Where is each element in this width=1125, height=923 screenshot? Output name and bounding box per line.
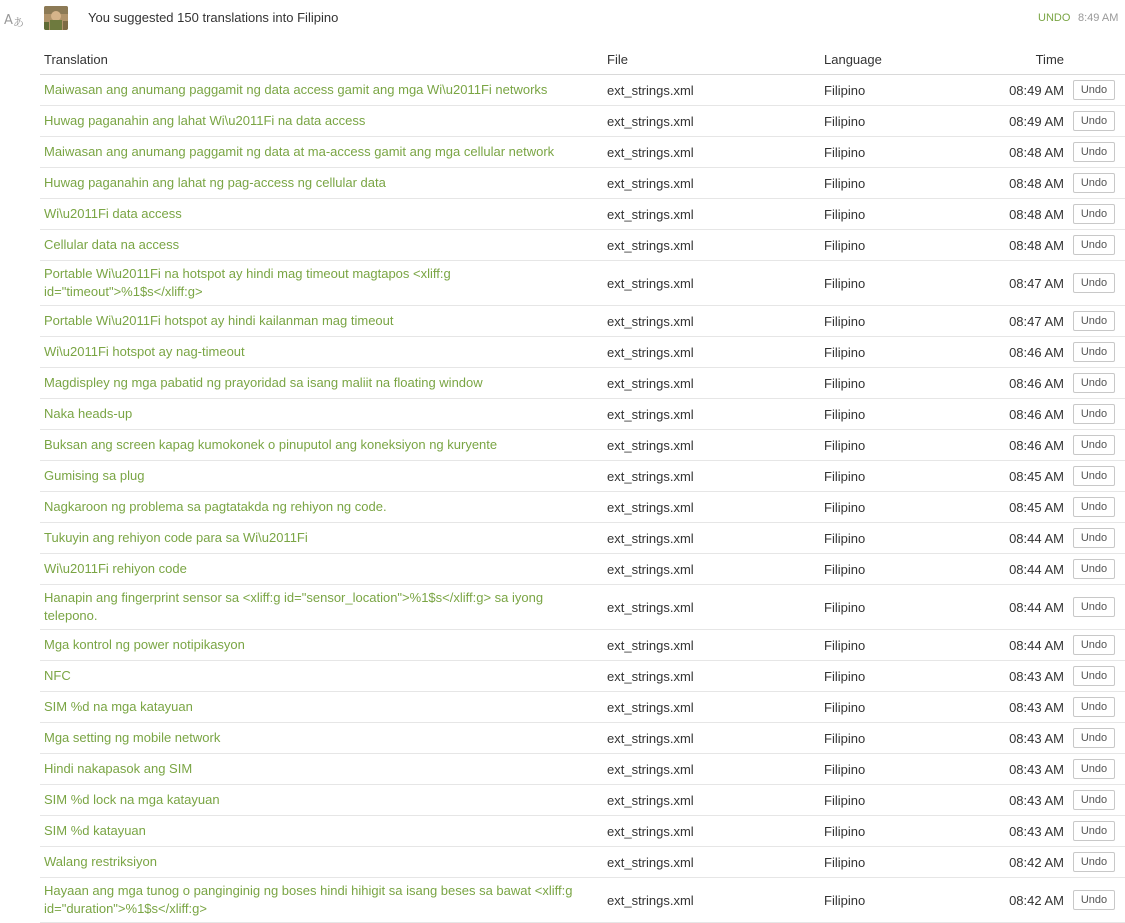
translation-text[interactable]: Maiwasan ang anumang paggamit ng data at ma-access gamit ang mga cellular network [40, 137, 603, 168]
language-name: Filipino [820, 523, 970, 554]
translation-text[interactable]: NFC [40, 661, 603, 692]
undo-button[interactable]: Undo [1073, 497, 1115, 517]
file-name: ext_strings.xml [603, 168, 820, 199]
table-row [40, 785, 1125, 816]
language-name: Filipino [820, 630, 970, 661]
language-name: Filipino [820, 261, 970, 306]
undo-button[interactable]: Undo [1073, 273, 1115, 293]
table-row [40, 754, 1125, 785]
undo-cell [1073, 306, 1125, 337]
file-name: ext_strings.xml [603, 630, 820, 661]
translation-text[interactable]: Magdispley ng mga pabatid ng prayoridad sa isang maliit na floating window [40, 368, 603, 399]
language-name: Filipino [820, 461, 970, 492]
language-name: Filipino [820, 168, 970, 199]
row-time: 08:49 AM [970, 75, 1073, 106]
table-row [40, 692, 1125, 723]
row-time: 08:47 AM [970, 261, 1073, 306]
undo-button[interactable]: Undo [1073, 142, 1115, 162]
undo-button[interactable]: Undo [1073, 311, 1115, 331]
translation-text[interactable]: Tukuyin ang rehiyon code para sa Wi\u2011Fi [40, 523, 603, 554]
table-row [40, 106, 1125, 137]
undo-cell [1073, 430, 1125, 461]
language-name: Filipino [820, 137, 970, 168]
translation-text[interactable]: Portable Wi\u2011Fi na hotspot ay hindi mag timeout magtapos <xliff:g id="timeout">%1$s</xliff:g> [40, 261, 603, 306]
table-row [40, 399, 1125, 430]
file-name: ext_strings.xml [603, 585, 820, 630]
undo-button[interactable]: Undo [1073, 435, 1115, 455]
language-name: Filipino [820, 585, 970, 630]
file-name: ext_strings.xml [603, 847, 820, 878]
file-name: ext_strings.xml [603, 368, 820, 399]
language-name: Filipino [820, 430, 970, 461]
translation-text[interactable]: Huwag paganahin ang lahat ng pag-access ng cellular data [40, 168, 603, 199]
file-name: ext_strings.xml [603, 523, 820, 554]
undo-cell [1073, 492, 1125, 523]
table-row [40, 337, 1125, 368]
undo-button[interactable]: Undo [1073, 373, 1115, 393]
language-name: Filipino [820, 75, 970, 106]
column-header-file: File [603, 45, 820, 75]
table-row [40, 168, 1125, 199]
undo-cell [1073, 585, 1125, 630]
undo-button[interactable]: Undo [1073, 697, 1115, 717]
file-name: ext_strings.xml [603, 306, 820, 337]
undo-cell [1073, 661, 1125, 692]
file-name: ext_strings.xml [603, 199, 820, 230]
undo-cell [1073, 878, 1125, 923]
row-time: 08:46 AM [970, 368, 1073, 399]
language-name: Filipino [820, 847, 970, 878]
row-time: 08:48 AM [970, 230, 1073, 261]
language-name: Filipino [820, 754, 970, 785]
column-header-time: Time [970, 45, 1073, 75]
row-time: 08:44 AM [970, 554, 1073, 585]
undo-button[interactable]: Undo [1073, 666, 1115, 686]
file-name: ext_strings.xml [603, 399, 820, 430]
translations-body [40, 75, 1125, 923]
undo-cell [1073, 847, 1125, 878]
row-time: 08:46 AM [970, 399, 1073, 430]
language-name: Filipino [820, 230, 970, 261]
file-name: ext_strings.xml [603, 492, 820, 523]
row-time: 08:43 AM [970, 785, 1073, 816]
file-name: ext_strings.xml [603, 661, 820, 692]
row-time: 08:43 AM [970, 816, 1073, 847]
file-name: ext_strings.xml [603, 816, 820, 847]
undo-cell [1073, 168, 1125, 199]
language-name: Filipino [820, 106, 970, 137]
row-time: 08:49 AM [970, 106, 1073, 137]
translation-text[interactable]: Portable Wi\u2011Fi hotspot ay hindi kailanman mag timeout [40, 306, 603, 337]
table-row [40, 306, 1125, 337]
column-header-translation: Translation [40, 45, 603, 75]
translation-text[interactable]: Walang restriksiyon [40, 847, 603, 878]
undo-cell [1073, 399, 1125, 430]
translation-text[interactable]: Hanapin ang fingerprint sensor sa <xliff:g id="sensor_location">%1$s</xliff:g> sa iyong telepono. [40, 585, 603, 630]
undo-button[interactable]: Undo [1073, 404, 1115, 424]
table-header-row [40, 45, 1125, 75]
activity-message: You suggested 150 translations into Filipino [88, 10, 339, 25]
language-name: Filipino [820, 492, 970, 523]
language-name: Filipino [820, 692, 970, 723]
table-row [40, 723, 1125, 754]
svg-text:A: A [4, 13, 13, 28]
row-time: 08:46 AM [970, 337, 1073, 368]
file-name: ext_strings.xml [603, 754, 820, 785]
undo-button[interactable]: Undo [1073, 821, 1115, 841]
undo-button[interactable]: Undo [1073, 790, 1115, 810]
translation-text[interactable]: SIM %d lock na mga katayuan [40, 785, 603, 816]
undo-cell [1073, 261, 1125, 306]
undo-button[interactable]: Undo [1073, 80, 1115, 100]
file-name: ext_strings.xml [603, 75, 820, 106]
translation-text[interactable]: Naka heads-up [40, 399, 603, 430]
language-name: Filipino [820, 399, 970, 430]
undo-cell [1073, 230, 1125, 261]
table-row [40, 847, 1125, 878]
row-time: 08:43 AM [970, 661, 1073, 692]
file-name: ext_strings.xml [603, 692, 820, 723]
table-row [40, 661, 1125, 692]
translation-text[interactable]: SIM %d katayuan [40, 816, 603, 847]
table-row [40, 137, 1125, 168]
file-name: ext_strings.xml [603, 461, 820, 492]
row-time: 08:44 AM [970, 585, 1073, 630]
translation-text[interactable]: Mga setting ng mobile network [40, 723, 603, 754]
row-time: 08:45 AM [970, 492, 1073, 523]
table-row [40, 523, 1125, 554]
undo-cell [1073, 723, 1125, 754]
undo-button[interactable]: Undo [1073, 559, 1115, 579]
translation-text[interactable]: Huwag paganahin ang lahat Wi\u2011Fi na data access [40, 106, 603, 137]
undo-button[interactable]: Undo [1073, 204, 1115, 224]
translation-text[interactable]: Hayaan ang mga tunog o panginginig ng boses hindi hihigit sa isang beses sa bawat <xliff:g id="duration">%1$s</xliff:g> [40, 878, 603, 923]
undo-cell [1073, 692, 1125, 723]
undo-cell [1073, 461, 1125, 492]
undo-cell [1073, 137, 1125, 168]
avatar [44, 6, 68, 30]
undo-cell [1073, 754, 1125, 785]
undo-cell [1073, 816, 1125, 847]
undo-cell [1073, 630, 1125, 661]
translation-text[interactable]: Nagkaroon ng problema sa pagtatakda ng rehiyon ng code. [40, 492, 603, 523]
translation-text[interactable]: SIM %d na mga katayuan [40, 692, 603, 723]
file-name: ext_strings.xml [603, 554, 820, 585]
file-name: ext_strings.xml [603, 230, 820, 261]
table-row [40, 368, 1125, 399]
svg-text:あ: あ [13, 16, 24, 29]
undo-cell [1073, 199, 1125, 230]
table-row [40, 199, 1125, 230]
undo-cell [1073, 785, 1125, 816]
activity-timestamp: 8:49 AM [1078, 12, 1119, 24]
undo-all-button[interactable]: UNDO [1038, 12, 1071, 24]
language-name: Filipino [820, 306, 970, 337]
row-time: 08:47 AM [970, 306, 1073, 337]
row-time: 08:43 AM [970, 692, 1073, 723]
row-time: 08:42 AM [970, 847, 1073, 878]
undo-cell [1073, 337, 1125, 368]
file-name: ext_strings.xml [603, 878, 820, 923]
row-time: 08:45 AM [970, 461, 1073, 492]
language-name: Filipino [820, 368, 970, 399]
table-row [40, 816, 1125, 847]
translation-text[interactable]: Wi\u2011Fi data access [40, 199, 603, 230]
table-row [40, 261, 1125, 306]
row-time: 08:43 AM [970, 754, 1073, 785]
translation-text[interactable]: Maiwasan ang anumang paggamit ng data access gamit ang mga Wi\u2011Fi networks [40, 75, 603, 106]
translate-icon [4, 9, 26, 29]
undo-button[interactable]: Undo [1073, 759, 1115, 779]
translation-text[interactable]: Gumising sa plug [40, 461, 603, 492]
undo-button[interactable]: Undo [1073, 890, 1115, 910]
row-time: 08:44 AM [970, 523, 1073, 554]
undo-button[interactable]: Undo [1073, 597, 1115, 617]
table-row [40, 492, 1125, 523]
table-row [40, 461, 1125, 492]
undo-cell [1073, 368, 1125, 399]
column-header-action [1073, 45, 1125, 75]
row-time: 08:42 AM [970, 878, 1073, 923]
undo-button[interactable]: Undo [1073, 466, 1115, 486]
table-row [40, 878, 1125, 923]
translations-table [40, 45, 1125, 923]
file-name: ext_strings.xml [603, 337, 820, 368]
language-name: Filipino [820, 554, 970, 585]
undo-cell [1073, 523, 1125, 554]
language-name: Filipino [820, 199, 970, 230]
language-name: Filipino [820, 816, 970, 847]
translation-text[interactable]: Mga kontrol ng power notipikasyon [40, 630, 603, 661]
language-name: Filipino [820, 785, 970, 816]
file-name: ext_strings.xml [603, 106, 820, 137]
language-name: Filipino [820, 661, 970, 692]
translation-text[interactable]: Hindi nakapasok ang SIM [40, 754, 603, 785]
undo-button[interactable]: Undo [1073, 528, 1115, 548]
translation-text[interactable]: Cellular data na access [40, 230, 603, 261]
row-time: 08:48 AM [970, 199, 1073, 230]
language-name: Filipino [820, 878, 970, 923]
file-name: ext_strings.xml [603, 137, 820, 168]
table-row [40, 630, 1125, 661]
translation-text[interactable]: Wi\u2011Fi rehiyon code [40, 554, 603, 585]
undo-button[interactable]: Undo [1073, 728, 1115, 748]
undo-cell [1073, 554, 1125, 585]
undo-cell [1073, 106, 1125, 137]
row-time: 08:48 AM [970, 137, 1073, 168]
translation-text[interactable]: Buksan ang screen kapag kumokonek o pinuputol ang koneksiyon ng kuryente [40, 430, 603, 461]
undo-button[interactable]: Undo [1073, 852, 1115, 872]
translation-text[interactable]: Wi\u2011Fi hotspot ay nag-timeout [40, 337, 603, 368]
table-row [40, 430, 1125, 461]
file-name: ext_strings.xml [603, 723, 820, 754]
column-header-language: Language [820, 45, 970, 75]
file-name: ext_strings.xml [603, 785, 820, 816]
undo-button[interactable]: Undo [1073, 342, 1115, 362]
undo-button[interactable]: Undo [1073, 111, 1115, 131]
table-row [40, 554, 1125, 585]
language-name: Filipino [820, 723, 970, 754]
undo-button[interactable]: Undo [1073, 173, 1115, 193]
file-name: ext_strings.xml [603, 430, 820, 461]
table-row [40, 230, 1125, 261]
language-name: Filipino [820, 337, 970, 368]
row-time: 08:44 AM [970, 630, 1073, 661]
table-row [40, 75, 1125, 106]
undo-button[interactable]: Undo [1073, 235, 1115, 255]
undo-cell [1073, 75, 1125, 106]
row-time: 08:46 AM [970, 430, 1073, 461]
row-time: 08:48 AM [970, 168, 1073, 199]
file-name: ext_strings.xml [603, 261, 820, 306]
table-row [40, 585, 1125, 630]
row-time: 08:43 AM [970, 723, 1073, 754]
undo-button[interactable]: Undo [1073, 635, 1115, 655]
